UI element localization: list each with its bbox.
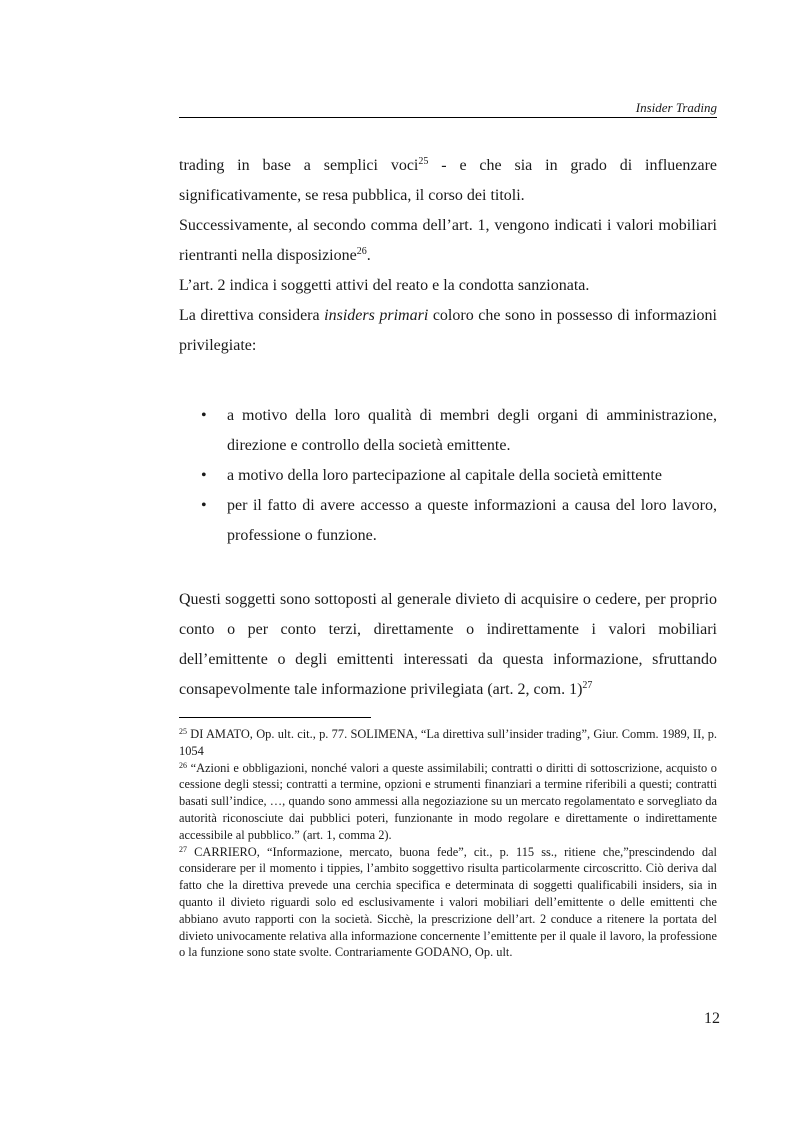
main-text [179,151,717,705]
footnote-27 [179,844,717,962]
footnote-ref-27[interactable]: 27 [582,680,593,691]
paragraph-4 [179,301,717,361]
list-item-text: a motivo della loro partecipazione al capitale della società emittente [227,467,662,484]
footnote-text: “Azioni e obbligazioni, nonché valori a queste assimilabili; contratti o diritti di sottoscrizione, acquisto o cessione degli stessi; contratti a termine, opzioni e strumenti finanziari a termine riferibili a questi; contratti basati sull’indice, …, quando sono ammessi alla negoziazione su un mercato regolamentato e sorvegliato da autorità riconosciute dai pubblici poteri, funzionante in modo regolare e direttamente o indirettamente accessibile al pubblico.” (art. 1, comma 2). [179,760,717,842]
insiders-primari-term: insiders primari [324,307,429,324]
paragraph-4-text-end: coloro che sono in possesso di informazioni privilegiate: [179,307,717,354]
paragraph-2-text: Successivamente, al secondo comma dell’art. 1, vengono indicati i valori mobiliari rientranti nella disposizione [179,217,717,264]
bullet-icon: • [201,497,207,514]
running-header [179,100,717,118]
list-item [179,461,717,491]
bullet-icon: • [201,467,207,484]
paragraph-1 [179,151,717,211]
footnote-25 [179,726,717,760]
bullet-icon: • [201,407,207,424]
footnote-26 [179,760,717,844]
paragraph-2 [179,211,717,271]
footnotes [179,726,717,961]
footnote-separator [179,717,371,718]
bullet-list [179,401,717,551]
footnote-text: CARRIERO, “Informazione, mercato, buona fede”, cit., p. 115 ss., ritiene che,”prescindendo dal considerare per il momento i tippies, l’ambito soggettivo risulta particolarmente circoscritto. Ciò deriva dal fatto che la direttiva prevede una cerchia specifica e determinata di soggetti qualificabili insiders, sia in quanto il divieto riguardi solo ed esclusivamente i valori mobiliari dell’emittente o delle emittenti che abbiano avuto rapporti con la società. Sicchè, la prescrizione dell’art. 2 conduce a ritenere la portata del divieto univocamente relativa alla informazione concernente l’emittente per il quale il lavoro, la professione o la funzione sono state svolte. Contrariamente GODANO, Op. ult. [179,844,717,960]
footnote-number: 26 [179,760,187,770]
paragraph-5 [179,585,717,705]
paragraph-4-text: La direttiva considera [179,307,325,324]
footnote-text: DI AMATO, Op. ult. cit., p. 77. SOLIMENA, “La direttiva sull’insider trading”, Giur. Comm. 1989, II, p. 1054 [179,727,717,758]
list-item [179,401,717,461]
paragraph-2-text-end: . [366,247,371,264]
page-number: 12 [704,1010,720,1027]
list-item-text: per il fatto di avere accesso a queste informazioni a causa del loro lavoro, professione o funzione. [227,497,717,544]
running-title: Insider Trading [635,100,717,115]
paragraph-5-text: Questi soggetti sono sottoposti al generale divieto di acquisire o cedere, per proprio conto o per conto terzi, direttamente o indirettamente i valori mobiliari dell’emittente o degli emittenti interessati da questa informazione, sfruttando consapevolmente tale informazione privilegiata (art. 2, com. 1) [179,591,717,698]
list-item [179,491,717,551]
paragraph-1-text-end: - e che sia in grado di influenzare significativamente, se resa pubblica, il corso dei titoli. [179,157,717,204]
paragraph-3: L’art. 2 indica i soggetti attivi del reato e la condotta sanzionata. [179,277,590,294]
paragraph-1-text: trading in base a semplici voci [179,157,419,174]
list-item-text: a motivo della loro qualità di membri degli organi di amministrazione, direzione e controllo della società emittente. [227,407,717,454]
footnote-number: 25 [179,727,187,736]
footnote-ref-26[interactable]: 26 [356,246,367,257]
footnote-ref-25[interactable]: 25 [418,156,429,167]
footnote-number: 27 [179,844,187,854]
